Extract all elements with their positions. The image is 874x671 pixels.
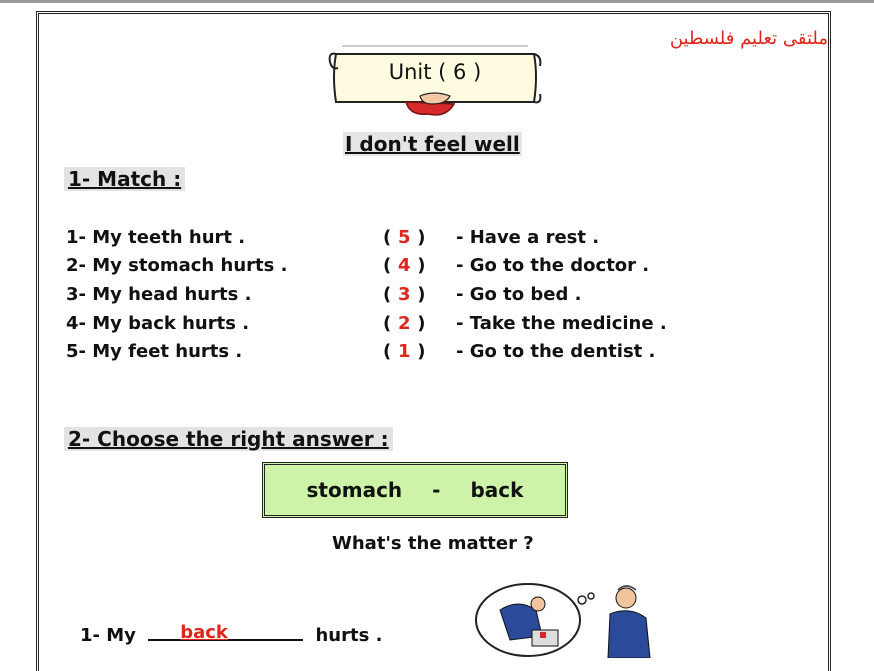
match-item-right: - Go to bed . <box>456 284 582 305</box>
back-pain-cartoon-image <box>470 570 670 658</box>
word-bank-box <box>262 462 568 518</box>
match-item-left: 5- My feet hurts . <box>66 341 243 362</box>
match-item-right: - Have a rest . <box>456 227 600 248</box>
unit-scroll-banner <box>328 40 542 120</box>
section-1-heading: 1- Match : <box>64 167 185 191</box>
match-answer-number: 2 <box>397 313 411 334</box>
match-item-right: - Go to the doctor . <box>456 255 650 276</box>
match-item-right: - Take the medicine . <box>456 313 667 334</box>
word-bank-word: back <box>470 478 524 502</box>
match-answer-number: 5 <box>397 227 411 248</box>
word-bank-separator: - <box>432 478 441 502</box>
question-1 <box>80 619 382 646</box>
answer-blank <box>148 619 303 641</box>
top-border-line <box>0 0 874 3</box>
site-header-arabic: ملتقى تعليم فلسطين <box>669 28 828 49</box>
match-answer: ( 4 ) <box>383 255 426 276</box>
answer-fill: back <box>180 622 228 643</box>
match-item-left: 2- My stomach hurts . <box>66 255 288 276</box>
unit-label: Unit ( 6 ) <box>388 60 482 84</box>
question-prompt: What's the matter ? <box>332 533 534 554</box>
section-2-heading: 2- Choose the right answer : <box>64 427 393 451</box>
match-answer-number: 1 <box>397 341 411 362</box>
match-answer: ( 3 ) <box>383 284 426 305</box>
question-1-suffix: hurts . <box>315 625 383 646</box>
match-answer: ( 1 ) <box>383 341 426 362</box>
question-1-prefix: 1- My <box>80 625 136 646</box>
match-answer-number: 4 <box>397 255 411 276</box>
match-answer: ( 2 ) <box>383 313 426 334</box>
match-item-left: 1- My teeth hurt . <box>66 227 246 248</box>
page-title: I don't feel well <box>345 132 520 156</box>
match-item-left: 4- My back hurts . <box>66 313 250 334</box>
match-answer: ( 5 ) <box>383 227 426 248</box>
match-item-right: - Go to the dentist . <box>456 341 656 362</box>
word-bank-word: stomach <box>306 478 403 502</box>
match-item-left: 3- My head hurts . <box>66 284 252 305</box>
match-answer-number: 3 <box>397 284 411 305</box>
